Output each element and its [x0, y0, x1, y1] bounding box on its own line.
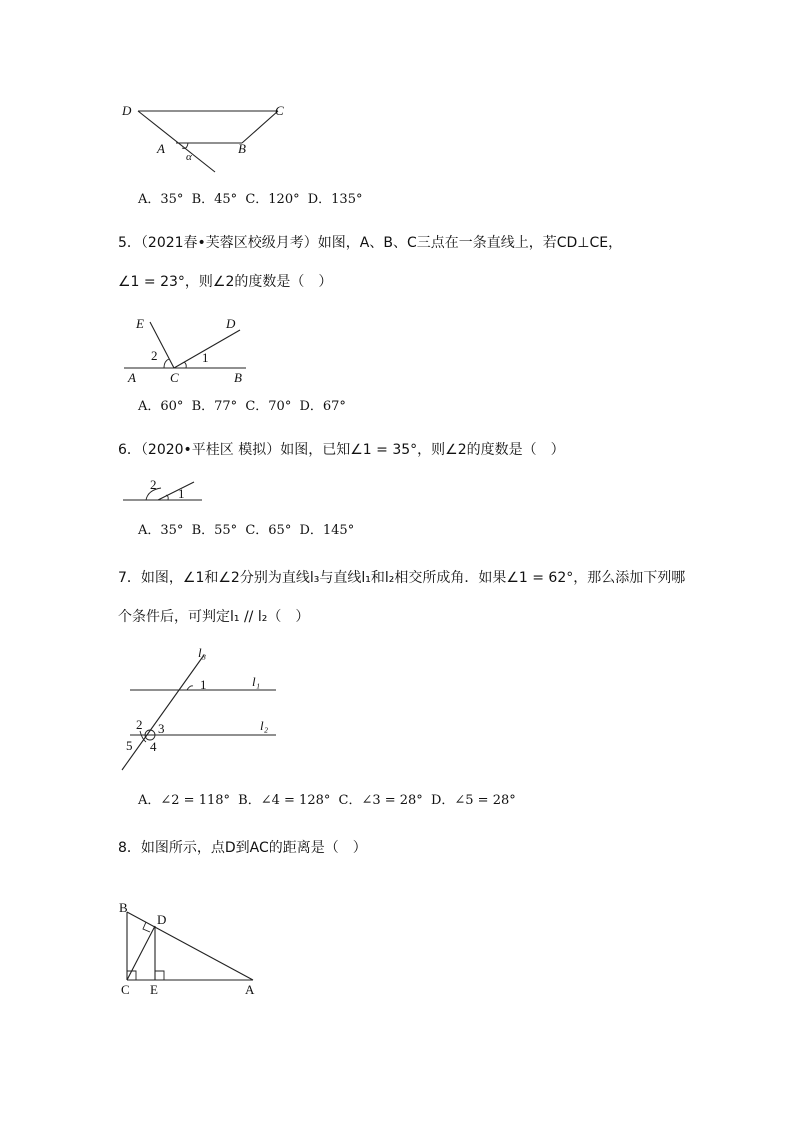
- q4-options: [138, 191, 366, 209]
- angle-1-label: 1: [200, 677, 207, 692]
- angle-4-label: 4: [150, 739, 157, 754]
- angle-3-label: 3: [158, 721, 165, 736]
- angle-5-label: 5: [126, 738, 133, 753]
- q6-option-d[interactable]: D．145°: [299, 523, 355, 538]
- label-B: B: [238, 141, 246, 156]
- label-D: D: [122, 103, 132, 118]
- label-alpha: α: [186, 151, 192, 163]
- q6-option-b[interactable]: B．55°: [191, 523, 238, 538]
- figure-q5: [118, 310, 258, 390]
- q7-option-c[interactable]: C．∠3 = 28°: [338, 793, 423, 808]
- q7-option-d[interactable]: D．∠5 = 28°: [430, 793, 516, 808]
- q7-stem-line1: 7．如图，∠1和∠2分别为直线l₃与直线l₁和l₂相交所成角．如果∠1 = 62°，那么添加下列哪: [118, 570, 686, 586]
- angle-2-label: 2: [151, 348, 158, 363]
- label-C: C: [121, 982, 130, 997]
- q6-option-c[interactable]: C．65°: [245, 523, 292, 538]
- q7-options: [138, 792, 520, 810]
- angle-2-label: 2: [136, 717, 143, 732]
- q5-option-c[interactable]: C．70°: [245, 399, 292, 414]
- q5-option-a[interactable]: A．60°: [138, 399, 184, 414]
- q4-option-c[interactable]: C．120°: [245, 192, 300, 207]
- q6-options: [138, 522, 358, 540]
- q4-option-d[interactable]: D．135°: [307, 192, 363, 207]
- q5-options: [138, 398, 350, 416]
- figure-q4: [110, 98, 310, 178]
- q7-option-a[interactable]: A．∠2 = 118°: [138, 793, 231, 808]
- label-C: C: [275, 103, 284, 118]
- label-B: B: [119, 900, 128, 915]
- q8-stem-line1: 8．如图所示，点D到AC的距离是（ ）: [118, 840, 367, 856]
- figure-q8: [115, 898, 275, 1003]
- angle-1-label: 1: [202, 350, 209, 365]
- label-C: C: [170, 370, 179, 385]
- angle-1-label: 1: [178, 486, 185, 501]
- line-l3-label: l₃: [198, 645, 207, 660]
- label-D: D: [157, 912, 167, 927]
- q5-option-b[interactable]: B．77°: [191, 399, 238, 414]
- label-A: A: [157, 141, 165, 156]
- line-l1-label: l₁: [252, 674, 261, 689]
- label-D: D: [226, 316, 236, 331]
- label-A: A: [128, 370, 136, 385]
- label-A: A: [245, 982, 255, 997]
- label-E: E: [136, 316, 144, 331]
- figure-q7: [118, 643, 288, 778]
- q7-stem-line2: 个条件后，可判定l₁ // l₂（ ）: [118, 609, 310, 625]
- label-B: B: [234, 370, 242, 385]
- q5-stem-line2: ∠1 = 23°，则∠2的度数是（ ）: [118, 274, 333, 290]
- q4-option-a[interactable]: A．35°: [138, 192, 184, 207]
- angle-2-label: 2: [150, 477, 157, 492]
- q4-option-b[interactable]: B．45°: [191, 192, 238, 207]
- label-E: E: [150, 982, 158, 997]
- q5-option-d[interactable]: D．67°: [299, 399, 346, 414]
- q6-stem-line1: 6．（2020•平桂区 模拟）如图，已知∠1 = 35°，则∠2的度数是（ ）: [118, 442, 565, 458]
- q5-stem-line1: 5．（2021春•芙蓉区校级月考）如图，A、B、C三点在一条直线上，若CD⊥CE，: [118, 235, 623, 251]
- q6-option-a[interactable]: A．35°: [138, 523, 184, 538]
- figure-q6: [118, 475, 208, 505]
- line-l2-label: l₂: [260, 718, 269, 733]
- q7-option-b[interactable]: B．∠4 = 128°: [238, 793, 331, 808]
